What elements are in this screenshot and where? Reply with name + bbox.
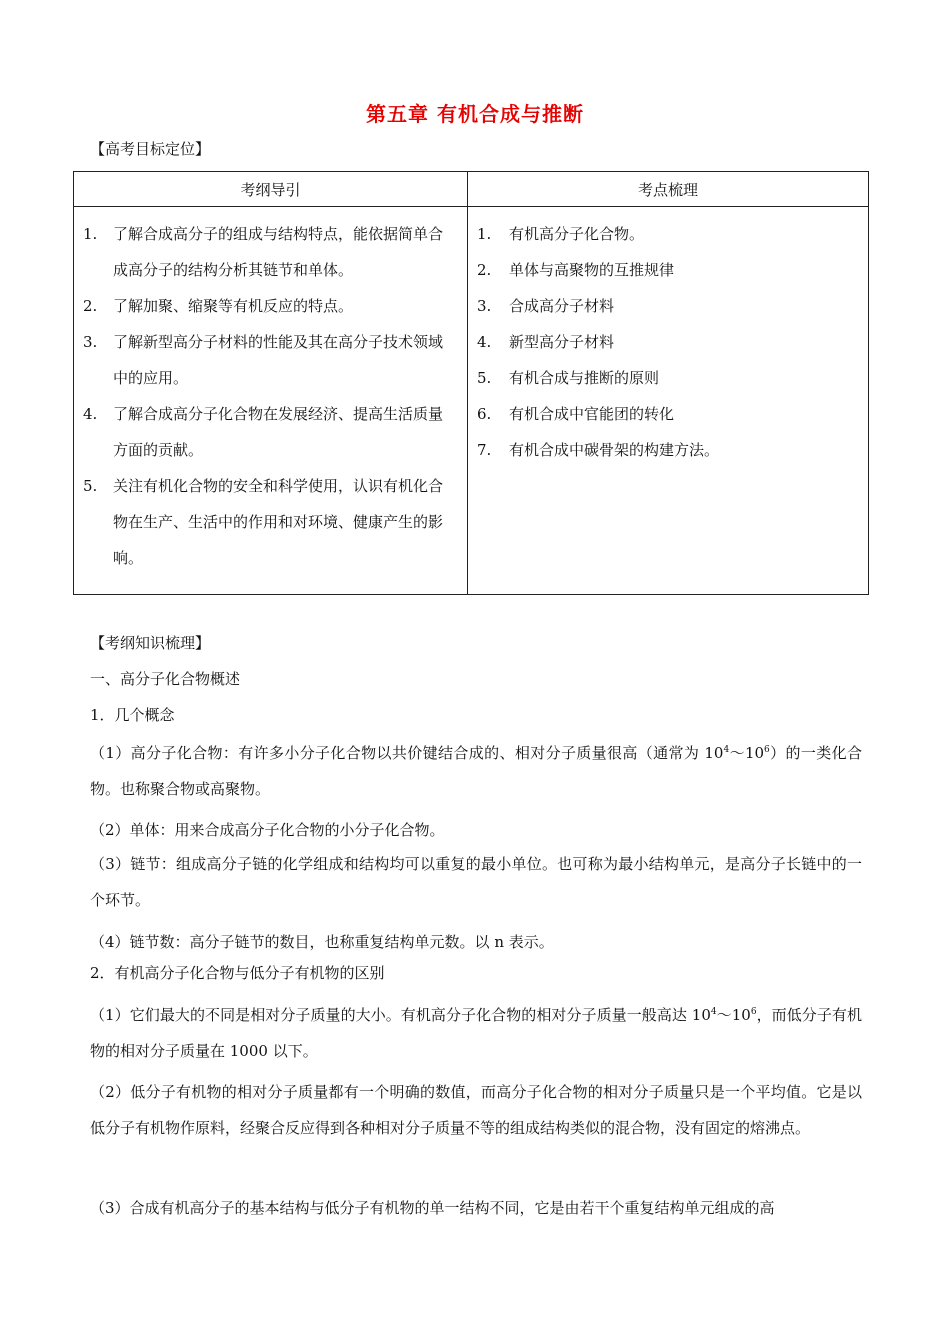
header-key-points: 考点梳理 [468, 172, 869, 207]
list-item: 1. 了解合成高分子的组成与结构特点，能依据简单合成高分子的结构分析其链节和单体。 [83, 225, 444, 279]
chapter-title: 第五章 有机合成与推断 [366, 102, 584, 126]
section-label-knowledge: 【考纲知识梳理】 [90, 634, 211, 652]
list-item: 4. 新型高分子材料 [477, 333, 615, 351]
paragraph-polymer-definition: （1）高分子化合物：有许多小分子化合物以共价键结合成的、相对分子质量很高（通常为 $10^4\sim 10^6$）的一类化合物。也称聚合物或高聚物。 [90, 744, 862, 798]
list-item: 2. 了解加聚、缩聚等有机反应的特点。 [83, 297, 354, 315]
goals-table [73, 171, 869, 595]
paragraph-mass-difference: （1）它们最大的不同是相对分子质量的大小。有机高分子化合物的相对分子质量一般高达 $10^4\sim 10^6$，而低分子有机物的相对分子质量在 1000 以下。 [90, 1006, 862, 1060]
syllabus-guide-cell [74, 207, 468, 595]
paragraph-chain-count: （4）链节数：高分子链节的数目，也称重复结构单元数。以 n 表示。 [90, 933, 554, 951]
list-item: 6. 有机合成中官能团的转化 [477, 405, 675, 423]
list-item: 3. 合成高分子材料 [477, 297, 615, 315]
paragraph-structure: （3）合成有机高分子的基本结构与低分子有机物的单一结构不同，它是由若干个重复结构单元组成的高 [90, 1199, 775, 1217]
paragraph-average-mass: （2）低分子有机物的相对分子质量都有一个明确的数值，而高分子化合物的相对分子质量只是一个平均值。它是以低分子有机物作原料，经聚合反应得到各种相对分子质量不等的组成结构类似的混合物，没有固定的熔沸点。 [90, 1083, 862, 1137]
list-item: 4. 了解合成高分子化合物在发展经济、提高生活质量方面的贡献。 [83, 405, 444, 459]
subheading-concepts: 1．几个概念 [90, 706, 175, 724]
list-item: 5. 关注有机化合物的安全和科学使用，认识有机化合物在生产、生活中的作用和对环境、健康产生的影响。 [83, 477, 444, 567]
list-item: 3. 了解新型高分子材料的性能及其在高分子技术领域中的应用。 [83, 333, 444, 387]
section-label-goals: 【高考目标定位】 [90, 140, 211, 158]
paragraph-monomer: （2）单体：用来合成高分子化合物的小分子化合物。 [90, 821, 445, 839]
paragraph-chain-unit: （3）链节：组成高分子链的化学组成和结构均可以重复的最小单位。也可称为最小结构单元，是高分子长链中的一个环节。 [90, 855, 862, 909]
table-header-row [74, 172, 869, 207]
heading-polymer-overview: 一、高分子化合物概述 [90, 670, 241, 688]
subheading-differences: 2．有机高分子化合物与低分子有机物的区别 [90, 964, 385, 982]
table-body-row [74, 207, 869, 595]
list-item: 5. 有机合成与推断的原则 [477, 369, 660, 387]
header-syllabus-guide: 考纲导引 [74, 172, 468, 207]
list-item: 7. 有机合成中碳骨架的构建方法。 [477, 441, 720, 459]
syllabus-guide-list [75, 208, 466, 576]
key-points-list [469, 208, 867, 468]
list-item: 2. 单体与高聚物的互推规律 [477, 261, 675, 279]
key-points-cell [468, 207, 869, 595]
list-item: 1. 有机高分子化合物。 [477, 225, 645, 243]
